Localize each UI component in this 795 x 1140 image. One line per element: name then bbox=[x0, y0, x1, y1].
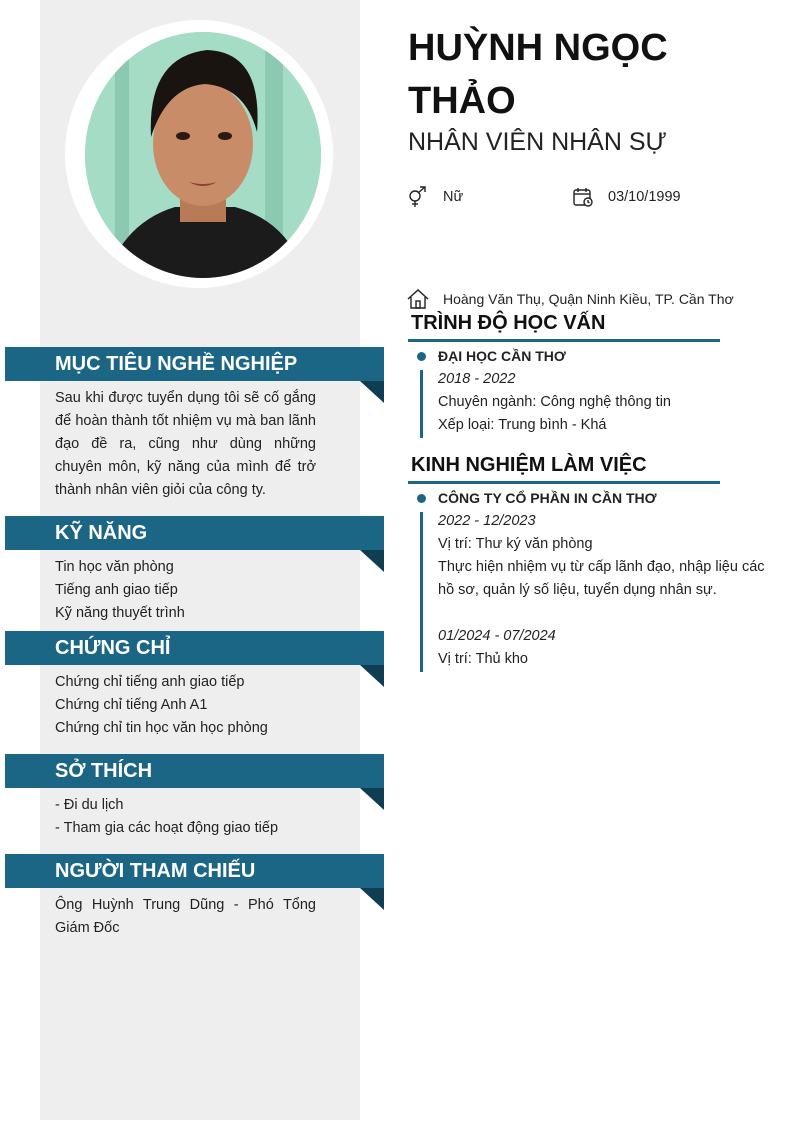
experience-heading: KINH NGHIỆM LÀM VIỆC bbox=[411, 454, 647, 476]
hobbies-list bbox=[55, 794, 316, 840]
list-item: Tin học văn phòng bbox=[55, 559, 174, 575]
certificates-banner-fold bbox=[360, 665, 384, 687]
timeline-line bbox=[420, 370, 423, 438]
certificates-list bbox=[55, 671, 316, 740]
objective-text: Sau khi được tuyển dụng tôi sẽ cố gắng để hoàn thành tốt nhiệm vụ mà ban lãnh đạo đề ra, cũng như dùng những chuyên môn, kỹ năng của mình để trở thành nhân viên giỏi của công ty. bbox=[55, 390, 316, 498]
experience-period: 2022 - 12/2023 bbox=[438, 513, 536, 529]
education-school: ĐẠI HỌC CẦN THƠ bbox=[438, 348, 566, 364]
experience-divider bbox=[408, 481, 720, 484]
avatar bbox=[85, 32, 321, 278]
address-value: Hoàng Văn Thụ, Quận Ninh Kiều, TP. Cần Thơ bbox=[443, 291, 734, 307]
experience-company: CÔNG TY CỔ PHẦN IN CẦN THƠ bbox=[438, 490, 657, 506]
experience-period: 01/2024 - 07/2024 bbox=[438, 628, 556, 644]
timeline-dot bbox=[417, 494, 426, 503]
list-item: - Đi du lịch bbox=[55, 797, 124, 813]
experience-position: Vị trí: Thư ký văn phòng bbox=[438, 536, 593, 552]
skills-list bbox=[55, 556, 316, 625]
skills-heading: KỸ NĂNG bbox=[5, 516, 384, 550]
home-icon bbox=[407, 288, 429, 315]
certificates-heading: CHỨNG CHỈ bbox=[5, 631, 384, 665]
job-title: NHÂN VIÊN NHÂN SỰ bbox=[408, 128, 667, 156]
hobbies-banner-fold bbox=[360, 788, 384, 810]
education-heading: TRÌNH ĐỘ HỌC VẤN bbox=[411, 312, 606, 334]
experience-position: Vị trí: Thủ kho bbox=[438, 651, 528, 667]
objective-heading: MỤC TIÊU NGHỀ NGHIỆP bbox=[5, 347, 384, 381]
timeline-line bbox=[420, 512, 423, 672]
objective-banner-fold bbox=[360, 381, 384, 403]
references-text: Ông Huỳnh Trung Dũng - Phó Tổng Giám Đốc bbox=[55, 897, 316, 936]
list-item: Chứng chỉ tiếng Anh A1 bbox=[55, 697, 208, 713]
gender-icon bbox=[407, 186, 429, 213]
references-banner-fold bbox=[360, 888, 384, 910]
education-grade: Xếp loại: Trung bình - Khá bbox=[438, 417, 607, 433]
timeline-dot bbox=[417, 352, 426, 361]
list-item: Tiếng anh giao tiếp bbox=[55, 582, 178, 598]
education-period: 2018 - 2022 bbox=[438, 371, 516, 387]
birthdate-value: 03/10/1999 bbox=[608, 189, 681, 205]
experience-description: Thực hiện nhiệm vụ từ cấp lãnh đạo, nhập liệu các hồ sơ, quản lý số liệu, tuyển dụng nhân sự. bbox=[438, 559, 765, 598]
list-item: - Tham gia các hoạt động giao tiếp bbox=[55, 820, 279, 836]
list-item: Chứng chỉ tiếng anh giao tiếp bbox=[55, 674, 245, 690]
calendar-icon bbox=[572, 186, 594, 213]
hobbies-heading: SỞ THÍCH bbox=[5, 754, 384, 788]
education-major: Chuyên ngành: Công nghệ thông tin bbox=[438, 394, 671, 410]
education-divider bbox=[408, 339, 720, 342]
references-heading: NGƯỜI THAM CHIẾU bbox=[5, 854, 384, 888]
skills-banner-fold bbox=[360, 550, 384, 572]
full-name: HUỲNH NGỌC THẢO bbox=[408, 27, 668, 122]
gender-value: Nữ bbox=[443, 189, 464, 205]
list-item: Chứng chỉ tin học văn học phòng bbox=[55, 720, 268, 736]
list-item: Kỹ năng thuyết trình bbox=[55, 605, 185, 621]
